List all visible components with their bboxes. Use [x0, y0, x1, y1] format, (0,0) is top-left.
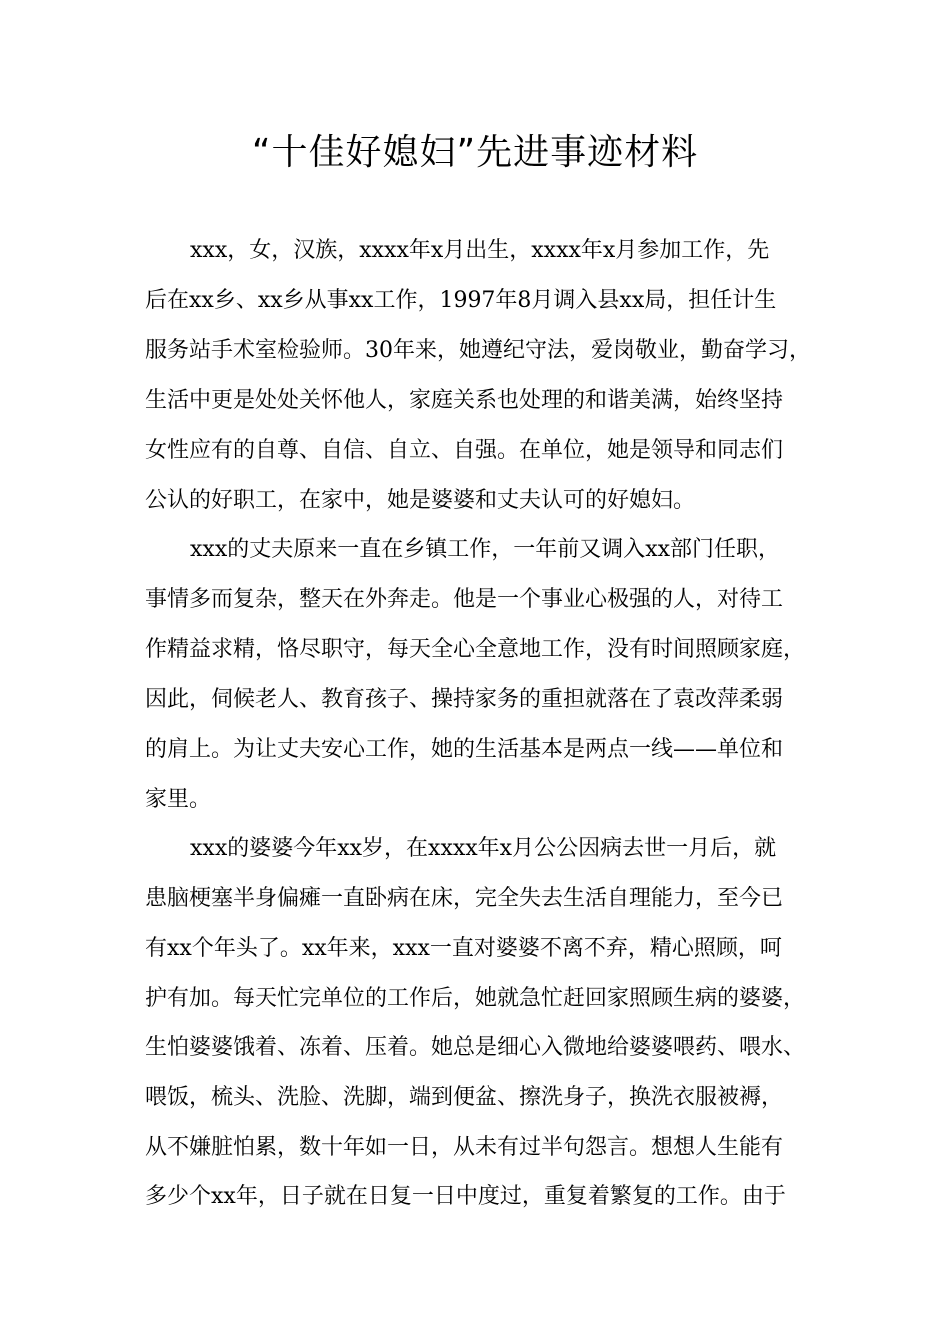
paragraph-2-line-1: xxx的丈夫原来一直在乡镇工作，一年前又调入xx部门任职，	[190, 537, 781, 562]
paragraph-1-line-2: 后在xx乡、xx乡从事xx工作，1997年8月调入县xx局，担任计生	[145, 288, 777, 313]
paragraph-2-line-4: 因此，伺候老人、教育孩子、操持家务的重担就落在了袁改萍柔弱	[145, 687, 784, 712]
paragraph-1-line-1: xxx，女，汉族，xxxx年x月出生，xxxx年x月参加工作，先	[190, 238, 770, 263]
paragraph-3-line-8: 多少个xx年，日子就在日复一日中度过，重复着繁复的工作。由于	[145, 1184, 786, 1209]
paragraph-2-line-3: 作精益求精，恪尽职守，每天全心全意地工作，没有时间照顾家庭，	[145, 637, 806, 662]
paragraph-1-line-3: 服务站手术室检验师。30年来，她遵纪守法，爱岗敬业，勤奋学习，	[145, 338, 811, 363]
paragraph-3-line-2: 患脑梗塞半身偏瘫一直卧病在床，完全失去生活自理能力，至今已	[145, 886, 784, 911]
paragraph-3-line-6: 喂饭，梳头、洗脸、洗脚，端到便盆、擦洗身子，换洗衣服被褥，	[145, 1085, 784, 1110]
paragraph-1-line-4: 生活中更是处处关怀他人，家庭关系也处理的和谐美满，始终坚持	[145, 388, 784, 413]
paragraph-2-line-5: 的肩上。为让丈夫安心工作，她的生活基本是两点一线——单位和	[145, 737, 784, 762]
document-title: “十佳好媳妇”先进事迹材料	[251, 132, 699, 173]
paragraph-2-line-2: 事情多而复杂，整天在外奔走。他是一个事业心极强的人，对待工	[145, 587, 784, 612]
paragraph-3-line-3: 有xx个年头了。xx年来，xxx一直对婆婆不离不弃，精心照顾，呵	[145, 936, 782, 961]
paragraph-3-line-1: xxx的婆婆今年xx岁，在xxxx年x月公公因病去世一月后，就	[190, 836, 777, 861]
paragraph-1-line-5: 女性应有的自尊、自信、自立、自强。在单位，她是领导和同志们	[145, 438, 784, 463]
paragraph-3-line-4: 护有加。每天忙完单位的工作后，她就急忙赶回家照顾生病的婆婆，	[145, 986, 806, 1011]
paragraph-3-line-5: 生怕婆婆饿着、冻着、压着。她总是细心入微地给婆婆喂药、喂水、	[145, 1035, 806, 1060]
paragraph-1-line-6: 公认的好职工，在家中，她是婆婆和丈夫认可的好媳妇。	[145, 488, 696, 513]
paragraph-2-line-6: 家里。	[145, 787, 212, 812]
paragraph-3-line-7: 从不嫌脏怕累，数十年如一日，从未有过半句怨言。想想人生能有	[145, 1135, 784, 1160]
